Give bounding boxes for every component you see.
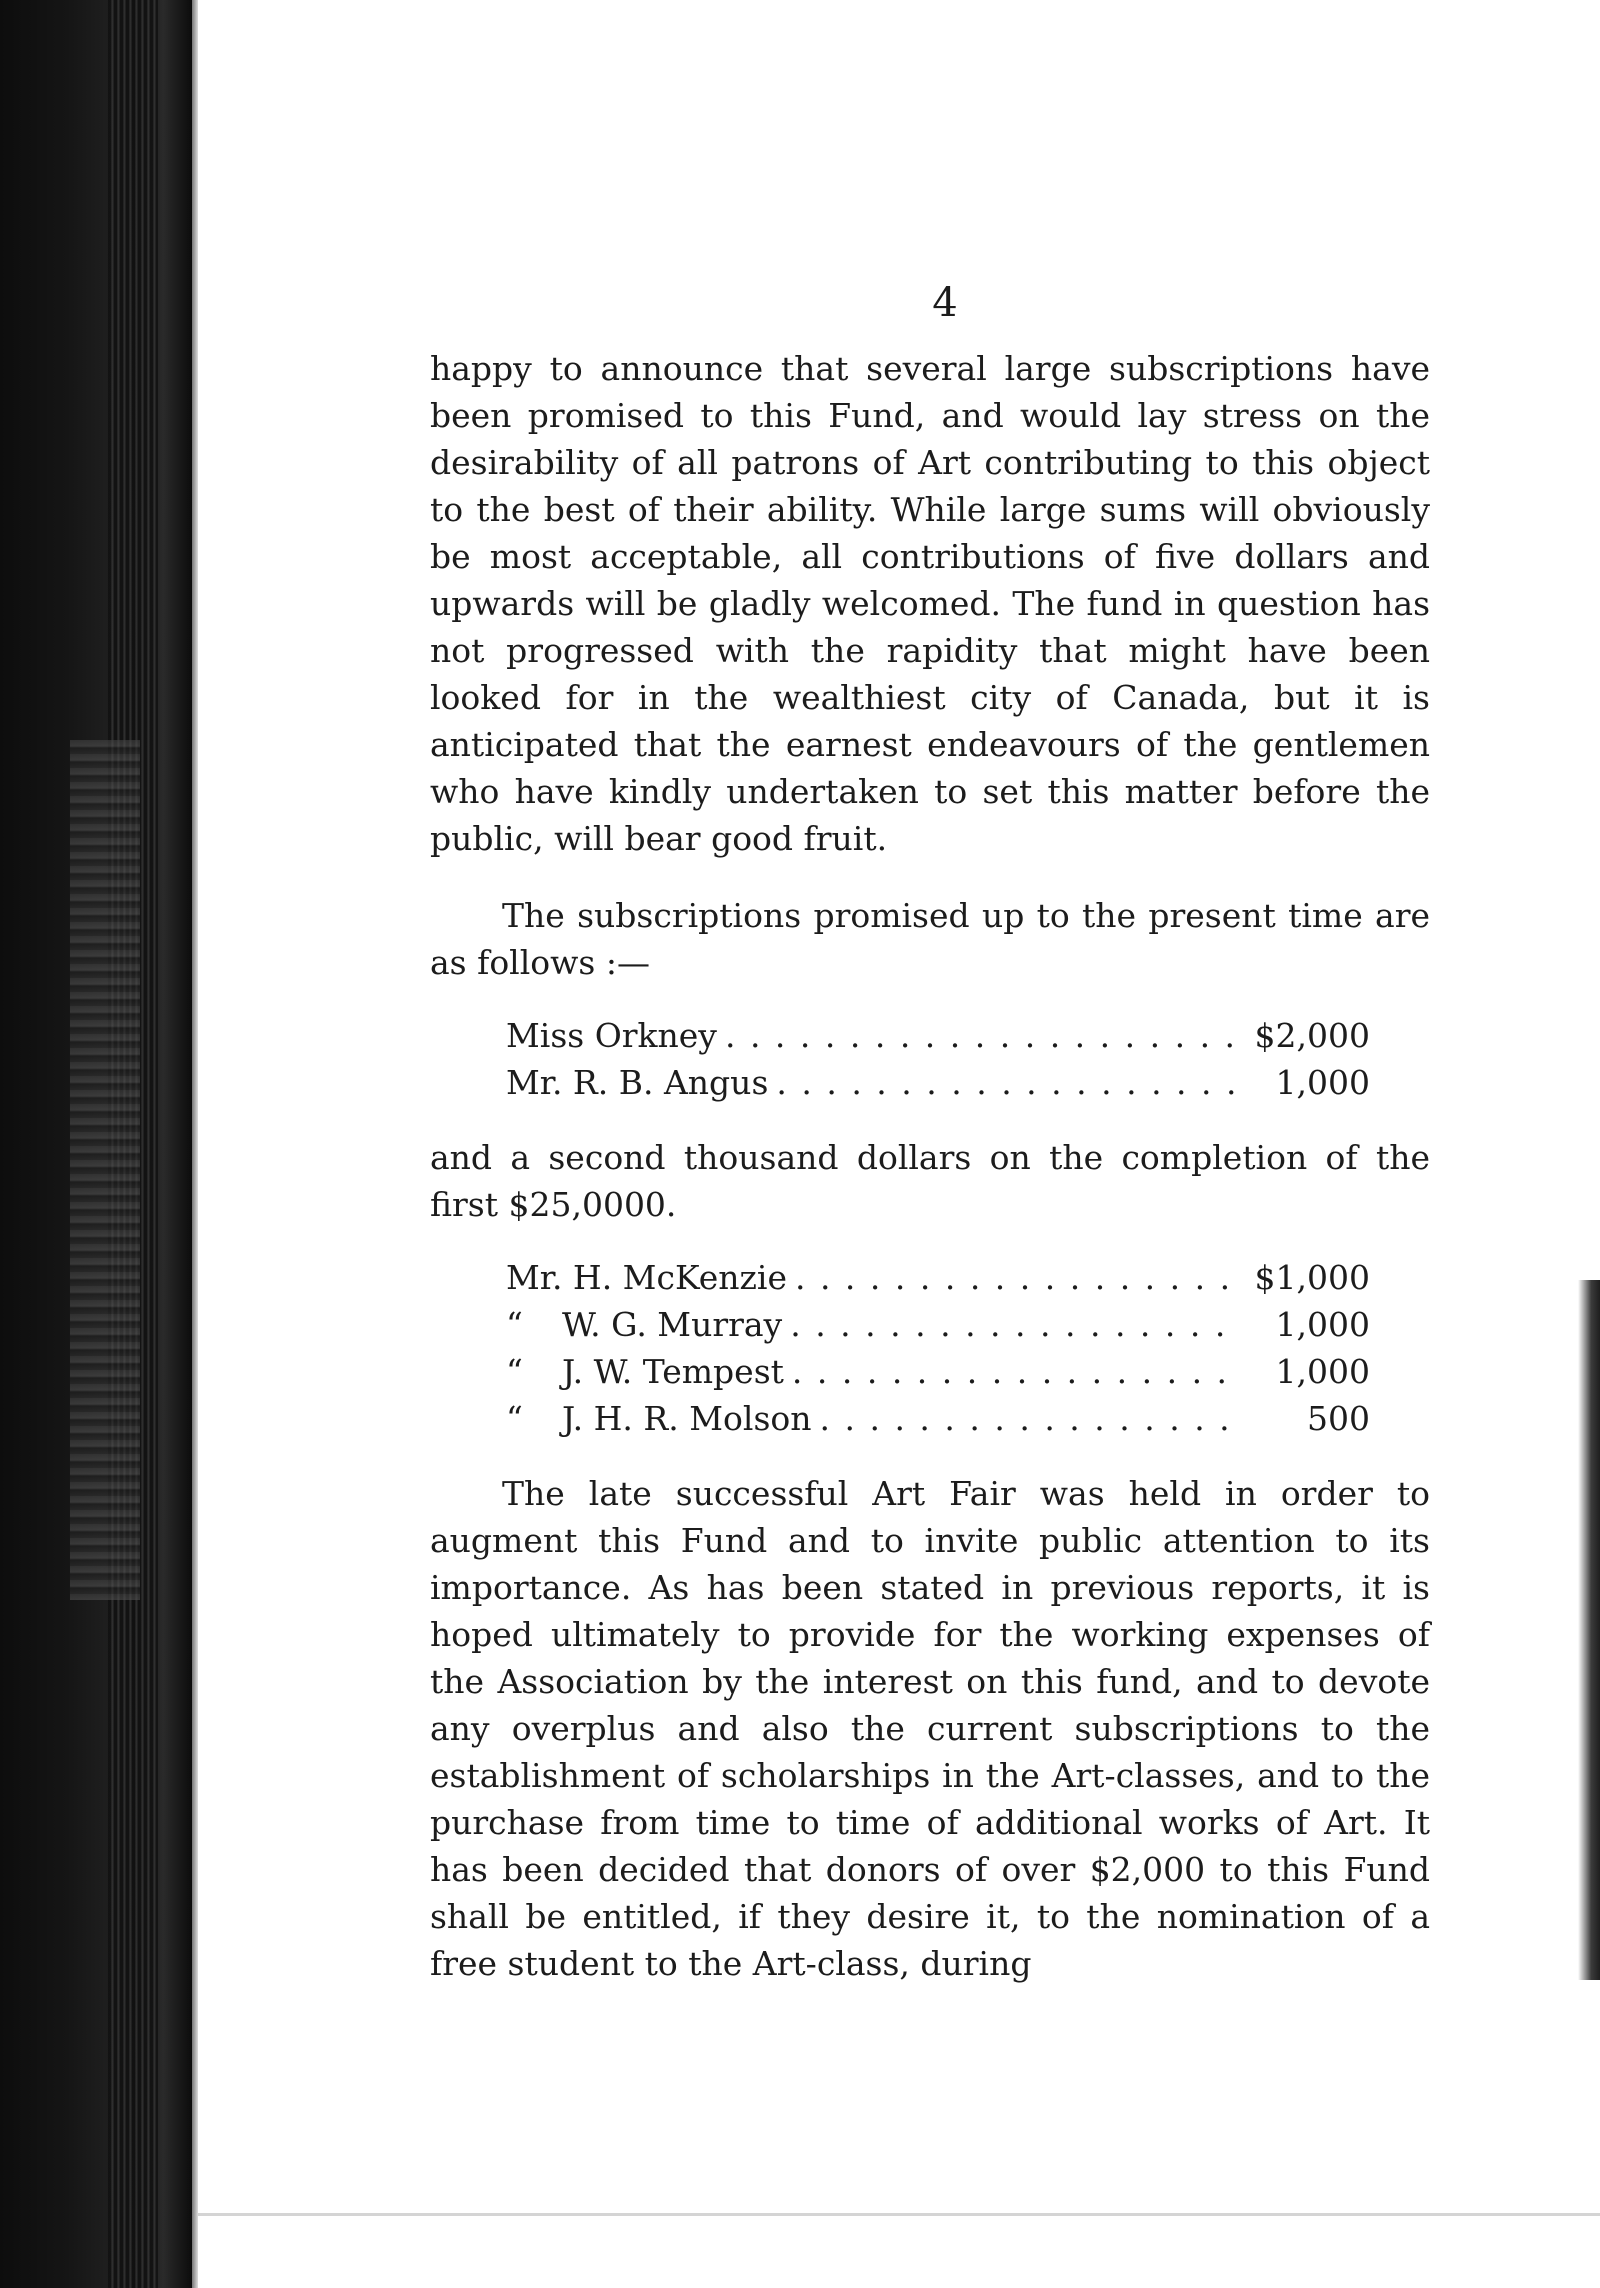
subscription-list-second [430,1254,1430,1442]
dot-leader [790,1301,1242,1348]
subscription-amount: 1,000 [1275,1305,1370,1344]
dot-leader [820,1395,1243,1442]
subscriber-name-text: J. H. R. Molson [562,1399,812,1438]
dot-leader [725,1012,1242,1059]
paragraph-subscriptions-intro: The subscriptions promised up to the present time are as follows :— [430,896,1430,982]
subscription-row [430,1348,1430,1395]
spine-label [70,740,140,1600]
subscriber-name: Mr. R. B. Angus [506,1063,769,1102]
subscriber-name [506,1254,787,1301]
subscription-row [430,1012,1430,1059]
subscriber-name: Miss Orkney [506,1016,717,1055]
subscription-amount: 500 [1307,1399,1370,1438]
subscription-row [430,1301,1430,1348]
dot-leader [792,1348,1242,1395]
dot-leader [776,1059,1242,1106]
page-number: 4 [932,280,958,326]
subscriber-name-text: J. W. Tempest [562,1352,784,1391]
subscription-row [430,1059,1430,1106]
subscriber-name-text: Mr. H. McKenzie [506,1258,787,1297]
paragraph-fund-announcement: happy to announce that several large subscriptions have been promised to this Fund, and would lay stress on the desirability of all patrons of Art contributing to this object to the best of their ability. While large sums will obviously be most acceptable, all contributions of five dollars and upwards will be gladly welcomed. The fund in question has not progressed with the rapidity that might have been looked for in the wealthiest city of Canada, but it is anticipated that the earnest endeavours of the gentlemen who have kindly undertaken to set this matter before the public, will bear good fruit. [430,349,1430,858]
subscription-row [430,1254,1430,1301]
subscriber-name-text: W. G. Murray [562,1305,783,1344]
subscription-list-first [430,1012,1430,1106]
document-page [430,280,1430,1987]
right-page-shadow [1578,1280,1600,1980]
subscriber-name [506,1348,784,1395]
subscription-amount: $1,000 [1254,1258,1370,1297]
bottom-edge [198,2213,1600,2216]
subscription-amount: 1,000 [1275,1352,1370,1391]
dot-leader [795,1254,1242,1301]
subscription-row [430,1395,1430,1442]
subscriber-name [506,1301,782,1348]
subscription-amount: $2,000 [1254,1016,1370,1055]
paragraph-second-thousand: and a second thousand dollars on the completion of the first $25,0000. [430,1138,1430,1224]
subscription-amount: 1,000 [1275,1063,1370,1102]
subscriber-name [506,1395,812,1442]
ditto-mark: “ [506,1352,523,1391]
page-edge [192,0,198,2288]
paragraph-art-fair: The late successful Art Fair was held in order to augment this Fund and to invite public attention to its importance. As has been stated in previous reports, it is hoped ultimately to provide for the working expenses of the Association by the interest on this fund, and to devote any overplus and also the current subscriptions to the establishment of scholarships in the Art-classes, and to the purchase from time to time of additional works of Art. It has been decided that donors of over $2,000 to this Fund shall be entitled, if they desire it, to the nomination of a free student to the Art-class, during [430,1474,1430,1983]
ditto-mark: “ [506,1399,523,1438]
ditto-mark: “ [506,1305,523,1344]
